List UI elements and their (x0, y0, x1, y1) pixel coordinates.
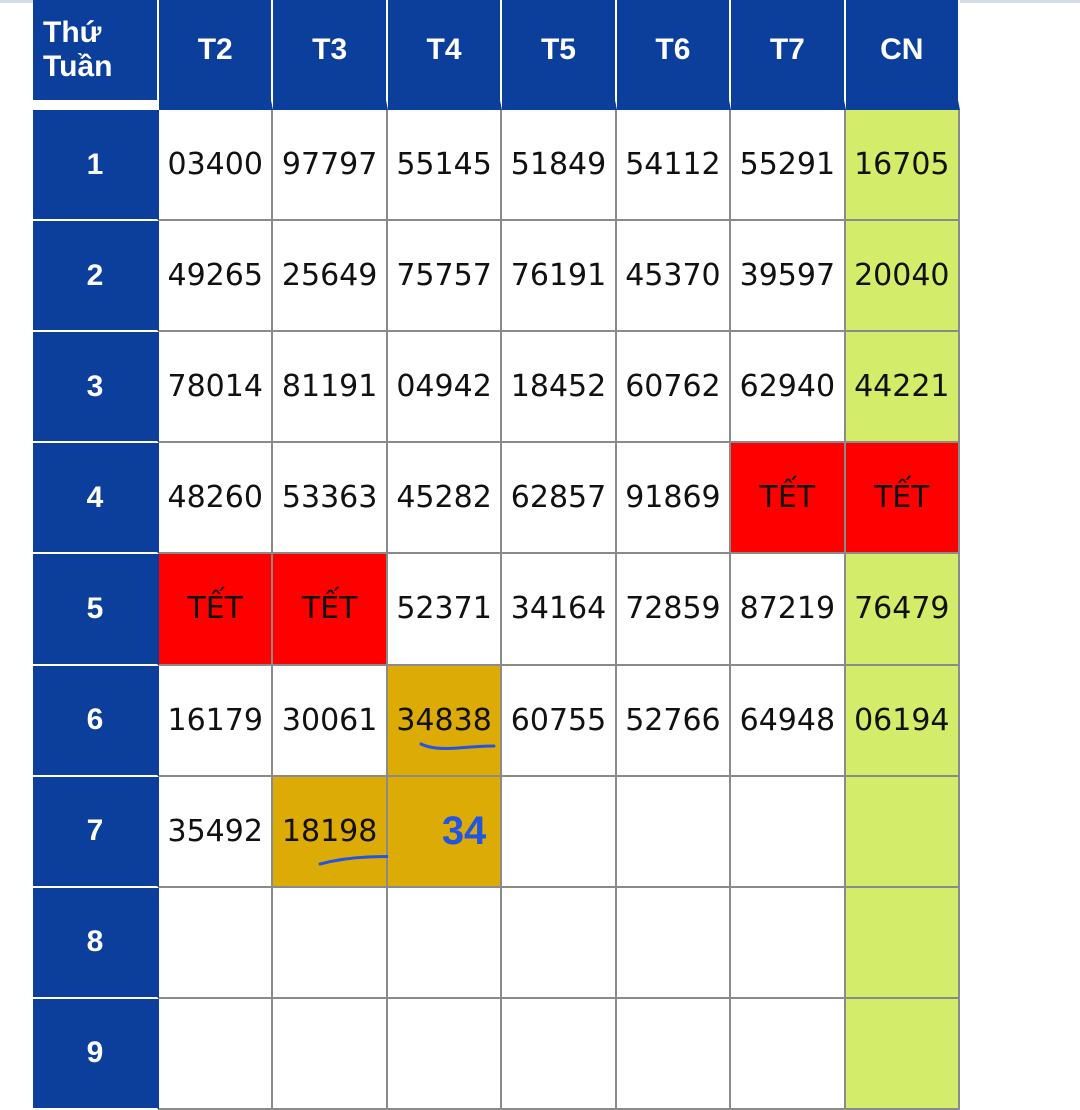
result-cell: 34164 (502, 554, 616, 665)
result-cell: 62857 (502, 443, 616, 554)
result-cell (617, 888, 731, 999)
column-header-t2: T2 (159, 0, 273, 110)
result-cell (159, 999, 273, 1110)
result-cell: 55145 (388, 110, 502, 221)
result-cell: 48260 (159, 443, 273, 554)
result-cell: 60762 (617, 332, 731, 443)
handwritten-note-cell (388, 777, 502, 888)
result-cell (273, 999, 387, 1110)
holiday-cell-tet: TẾT (159, 554, 273, 665)
row-header-week: 3 (33, 332, 159, 443)
row-header-week: 2 (33, 221, 159, 332)
result-cell (502, 777, 616, 888)
result-cell (273, 888, 387, 999)
holiday-cell-tet: TẾT (731, 443, 845, 554)
result-cell: 49265 (159, 221, 273, 332)
result-cell: 25649 (273, 221, 387, 332)
result-cell: 64948 (731, 666, 845, 777)
row-header-week: 8 (33, 888, 159, 999)
result-cell (502, 888, 616, 999)
result-cell: 91869 (617, 443, 731, 554)
result-cell: 55291 (731, 110, 845, 221)
column-header-t4: T4 (388, 0, 502, 110)
result-cell (388, 999, 502, 1110)
row-header-week: 5 (33, 554, 159, 665)
row-header-week: 7 (33, 777, 159, 888)
result-cell (617, 777, 731, 888)
row-header-week: 6 (33, 666, 159, 777)
result-cell: 45370 (617, 221, 731, 332)
result-cell (731, 888, 845, 999)
result-cell-sunday (846, 777, 960, 888)
handwritten-number: 34 (441, 808, 487, 853)
result-cell: 75757 (388, 221, 502, 332)
holiday-cell-tet: TẾT (273, 554, 387, 665)
row-header-week: 1 (33, 110, 159, 221)
column-header-t3: T3 (273, 0, 387, 110)
result-cell-sunday: 76479 (846, 554, 960, 665)
result-cell (388, 888, 502, 999)
row-header-week: 9 (33, 999, 159, 1110)
result-cell: 18452 (502, 332, 616, 443)
result-cell: 30061 (273, 666, 387, 777)
result-cell: 45282 (388, 443, 502, 554)
result-cell: 51849 (502, 110, 616, 221)
result-cell (502, 999, 616, 1110)
column-header-t6: T6 (617, 0, 731, 110)
corner-label-week: Tuần (43, 50, 113, 83)
highlighted-result-value: 18198 (281, 813, 378, 849)
result-cell: 53363 (273, 443, 387, 554)
result-cell (731, 999, 845, 1110)
result-cell-sunday (846, 999, 960, 1110)
result-cell-sunday: 44221 (846, 332, 960, 443)
highlighted-result-value: 34838 (396, 702, 492, 738)
column-header-t5: T5 (502, 0, 616, 110)
result-cell: 62940 (731, 332, 845, 443)
result-cell (159, 888, 273, 999)
result-cell: 78014 (159, 332, 273, 443)
highlighted-result-cell (388, 666, 502, 777)
result-cell: 52371 (388, 554, 502, 665)
result-cell (731, 777, 845, 888)
results-table (33, 0, 960, 1110)
result-cell: 39597 (731, 221, 845, 332)
column-header-t7: T7 (731, 0, 845, 110)
result-cell: 87219 (731, 554, 845, 665)
highlighted-result-cell (273, 777, 387, 888)
result-cell-sunday: 16705 (846, 110, 960, 221)
corner-label-day: Thứ (43, 16, 102, 49)
result-cell: 03400 (159, 110, 273, 221)
result-cell (617, 999, 731, 1110)
holiday-cell-tet: TẾT (846, 443, 960, 554)
result-cell: 16179 (159, 666, 273, 777)
column-header-cn: CN (846, 0, 960, 110)
result-cell: 60755 (502, 666, 616, 777)
result-cell: 72859 (617, 554, 731, 665)
corner-header (33, 0, 159, 110)
result-cell: 04942 (388, 332, 502, 443)
result-cell: 52766 (617, 666, 731, 777)
result-cell: 35492 (159, 777, 273, 888)
result-cell-sunday: 06194 (846, 666, 960, 777)
result-cell: 97797 (273, 110, 387, 221)
result-cell-sunday (846, 888, 960, 999)
row-header-week: 4 (33, 443, 159, 554)
result-cell: 81191 (273, 332, 387, 443)
result-cell: 54112 (617, 110, 731, 221)
result-cell: 76191 (502, 221, 616, 332)
result-cell-sunday: 20040 (846, 221, 960, 332)
